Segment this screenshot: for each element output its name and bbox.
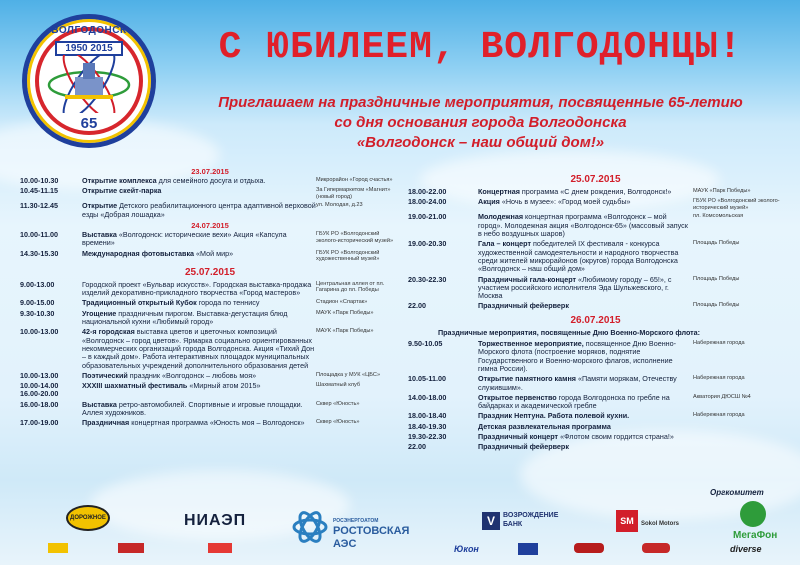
- schedule-row: [408, 443, 783, 451]
- event-time: 14.00-18.00: [408, 392, 447, 402]
- schedule-row: [408, 276, 783, 301]
- event-place: Центральная аллея от пл. Гагарина до пл. Победы: [316, 280, 385, 294]
- event-title: Выставка: [82, 230, 117, 240]
- aes-label: АЭС: [333, 538, 357, 550]
- schedule-date: 24.07.2015: [191, 221, 229, 231]
- yukon-label: Юкон: [454, 544, 479, 554]
- event-text: «Волгодонск: исторические вехи» Акция «Капсула времени»: [82, 230, 287, 248]
- event-place: ул. Молодая, д.23: [316, 202, 363, 209]
- megafon-label: МегаФон: [733, 530, 778, 541]
- event-place: пл. Комсомольская: [693, 213, 744, 220]
- event-description: [478, 412, 693, 420]
- event-place: ГБУК РО «Волгодонский художественный музей»: [316, 249, 380, 263]
- schedule-row: [20, 250, 400, 263]
- small-logo-1: [48, 543, 68, 553]
- small-logo-2: [118, 543, 144, 553]
- event-text: «Памяти морякам, Отечеству служившим».: [478, 374, 677, 392]
- event-title: Открытие памятного камня: [478, 374, 577, 384]
- event-place: Сквер «Юность»: [316, 400, 360, 407]
- event-place: Набережная города: [693, 412, 745, 419]
- event-time: 10.45-11.15: [20, 186, 58, 196]
- event-text: программа «С днем рождения, Волгодонск!»: [519, 187, 672, 196]
- small-logo-4: [518, 543, 538, 555]
- event-place: Сквер «Юность»: [316, 419, 360, 426]
- schedule-row: [20, 299, 400, 307]
- event-title: Праздничный фейерверк: [478, 442, 569, 452]
- event-text: праздник «Волгодонск – любовь моя»: [127, 370, 257, 380]
- schedule-row: [20, 281, 400, 298]
- event-place: Набережная города: [693, 375, 745, 382]
- event-title: Угощение: [82, 308, 117, 318]
- event-text: «Флотом своим гордится страна!»: [558, 432, 674, 442]
- event-place: ГБУК РО «Волгодонский эколого-исторический музей»: [693, 198, 780, 211]
- event-title: Праздничная: [82, 418, 130, 428]
- event-time: 19.00-20.30: [408, 239, 447, 249]
- event-text: «Любимому городу – 65!», с участием российского исполнителя Эда Шульжевского, г. Москва: [478, 274, 672, 301]
- emblem-atom-icon: [45, 55, 133, 113]
- event-text: выставка цветов и цветочных композиций «Волгодонск – город цветов». Ярмарка социально ориентированных некоммерческих организаций города Волгодонска. Акция «Тихий Дон – в каждый дом». Работа интерактивных площадок муниципальных образовательных учреждений дополнительного образования детей: [82, 327, 315, 370]
- event-title: Детская развлекательная программа: [478, 421, 611, 431]
- event-description: [82, 310, 316, 327]
- event-text: ретро-автомобилей. Спортивные и игровые площадки. Аллея художников.: [82, 399, 303, 418]
- event-text: «Ночь в музее»: «Город моей судьбы»: [499, 197, 631, 207]
- megafon-icon: [740, 501, 766, 527]
- event-description: [478, 394, 693, 411]
- event-time: 10.00-10.30: [20, 176, 59, 185]
- schedule-date: 26.07.2015: [570, 314, 621, 326]
- headline: С ЮБИЛЕЕМ, ВОЛГОДОНЦЫ!: [218, 26, 743, 69]
- event-time: 9.00-15.00: [20, 298, 55, 308]
- event-title: Поэтический: [82, 370, 128, 380]
- schedule-left: [20, 166, 400, 430]
- subtitle-line-2: со дня основания города Волгодонска: [334, 114, 627, 131]
- event-time: 20.30-22.30: [408, 274, 447, 284]
- vozrozhdenie-label: ВОЗРОЖДЕНИЕ: [503, 512, 559, 519]
- small-logo-6: [642, 543, 670, 553]
- schedule-row: [20, 187, 400, 200]
- event-time: 10.00-13.00: [20, 327, 59, 337]
- event-title: 42-я городская: [82, 327, 135, 337]
- event-time: 10.00-14.00 16.00-20.00: [20, 381, 59, 399]
- event-description: [478, 188, 693, 196]
- event-place: Площадь Победы: [693, 240, 740, 247]
- event-text: «Мирный атом 2015»: [187, 381, 261, 391]
- schedule-row: [408, 433, 783, 441]
- event-text: концертная программа «Юность моя – Волгодонск»: [129, 418, 305, 428]
- event-title: Праздничный фейерверк: [478, 301, 569, 311]
- event-place: Стадион «Спартак»: [316, 299, 368, 306]
- event-title: Торжественное мероприятие,: [478, 339, 584, 349]
- event-description: [82, 419, 316, 427]
- bank-label: БАНК: [503, 521, 523, 528]
- event-description: [82, 250, 316, 258]
- event-text: посвященное Дню Военно-Морского флота (построение моряков, поднятие Государственного и Военно-морского флагов, исполнение гимна России).: [478, 339, 677, 373]
- event-description: [82, 299, 316, 307]
- schedule-row: [408, 198, 783, 211]
- event-place: МАУК «Парк Победы»: [316, 328, 374, 335]
- schedule-row: [408, 188, 783, 196]
- event-description: [478, 213, 693, 238]
- event-place: Микрорайон «Город счастья»: [316, 177, 393, 183]
- event-description: [478, 433, 693, 441]
- event-place: Шахматный клуб: [316, 382, 361, 389]
- event-description: [82, 328, 316, 369]
- sokol-icon: SM: [616, 510, 638, 532]
- schedule-row: [20, 372, 400, 380]
- event-title: Открытое первенство: [478, 392, 557, 402]
- schedule-row: [20, 202, 400, 219]
- niiaep-logo: НИАЭП: [184, 512, 247, 529]
- event-time: 19.30-22.30: [408, 432, 447, 442]
- schedule-row: [408, 375, 783, 392]
- event-title: Открытие: [82, 201, 118, 211]
- event-description: [478, 375, 693, 392]
- schedule-right: [408, 170, 783, 454]
- schedule-row: [20, 382, 400, 399]
- event-text: Городской проект «Бульвар искусств». Городская выставка-продажа изделий декоративно-прикладного творчества «Город мастеров»: [82, 279, 312, 298]
- event-description: [82, 231, 316, 248]
- event-place: МАУК «Парк Победы»: [316, 309, 374, 316]
- event-text: Детского реабилитационного центра адаптивной верховой езды «Добрая лошадка»: [82, 201, 316, 219]
- event-title: Молодежная: [478, 212, 524, 222]
- event-description: [478, 443, 693, 451]
- event-description: [478, 302, 693, 310]
- schedule-row: [408, 423, 783, 431]
- event-text: победителей IX фестиваля - конкурса художественной самодеятельности и народного творчества среди жителей микрорайонов (округов) города Волгодонска «Волгодонск – наш общий дом»: [478, 239, 679, 274]
- event-text: города по теннису: [196, 298, 260, 308]
- schedule-note: Праздничные мероприятия, посвященные Дню Военно-Морского флота:: [438, 327, 701, 337]
- event-place: Площадь Победы: [693, 275, 740, 282]
- event-description: [82, 281, 316, 298]
- event-place: ГБУК РО «Волгодонский эколого-исторический музей»: [316, 231, 394, 244]
- event-description: [82, 372, 316, 380]
- event-text: для семейного досуга и отдыха.: [156, 176, 266, 185]
- event-title: Акция: [478, 197, 500, 207]
- event-text: города Волгодонска по гребле на байдарках и академической гребле: [478, 392, 670, 411]
- event-time: 22.00: [408, 442, 426, 452]
- event-description: [478, 276, 693, 301]
- schedule-date: 25.07.2015: [184, 266, 236, 278]
- schedule-row: [408, 213, 783, 238]
- schedule-row: [20, 177, 400, 185]
- event-title: Концертная: [478, 187, 520, 196]
- schedule-date: 23.07.2015: [191, 167, 229, 176]
- schedule-row: [408, 302, 783, 310]
- event-title: Праздничный гала-концерт: [478, 274, 577, 284]
- event-place: Набережная города: [693, 340, 745, 347]
- event-time: 9.50-10.05: [408, 339, 443, 349]
- event-description: [478, 423, 693, 431]
- emblem-years: 1950 2015: [55, 41, 123, 56]
- event-time: 10.00-13.00: [20, 370, 59, 380]
- event-place: МАУК «Парк Победы»: [693, 188, 751, 194]
- event-description: [82, 401, 316, 418]
- event-title: XXXIII шахматный фестиваль: [82, 381, 188, 391]
- event-text: «Мой мир»: [194, 248, 234, 258]
- schedule-row: [20, 401, 400, 418]
- event-time: 19.00-21.00: [408, 212, 447, 222]
- event-title: Праздничный концерт: [478, 432, 559, 442]
- event-description: [82, 382, 316, 390]
- event-title: Открытие скейт-парка: [82, 186, 162, 196]
- event-description: [82, 202, 316, 219]
- schedule-row: [408, 240, 783, 273]
- event-time: 22.00: [408, 301, 426, 311]
- event-time: 11.30-12.45: [20, 201, 58, 211]
- subtitle-line-1: Приглашаем на праздничные мероприятия, посвященные 65-летию: [218, 94, 743, 111]
- event-description: [478, 198, 693, 206]
- event-title: Гала – концерт: [478, 239, 531, 249]
- event-place: Площадка у МУК «ЦБС»: [316, 371, 381, 378]
- city-emblem: [22, 14, 156, 148]
- event-time: 9.30-10.30: [20, 308, 55, 318]
- sokol-label: Sokol Motors: [641, 521, 680, 527]
- event-time: 18.00-24.00: [408, 197, 447, 207]
- event-time: 10.05-11.00: [408, 374, 446, 384]
- event-time: 14.30-15.30: [20, 248, 59, 258]
- event-title: Выставка: [82, 399, 117, 409]
- event-time: 18.00-18.40: [408, 411, 447, 421]
- doroznoe-logo: ДОРОЖНОЕ: [66, 505, 110, 531]
- rosenergoatom-label: РОСЭНЕРГОАТОМ: [333, 518, 379, 524]
- vozrozhdenie-icon: V: [482, 512, 500, 530]
- schedule-date: 25.07.2015: [570, 174, 621, 185]
- diverse-label: diverse: [730, 544, 762, 554]
- schedule-row: [408, 412, 783, 420]
- schedule-row: [20, 310, 400, 327]
- event-title: Международная фотовыставка: [82, 248, 195, 258]
- event-description: [82, 177, 316, 185]
- schedule-row: [20, 231, 400, 248]
- event-time: 16.00-18.00: [20, 399, 59, 409]
- event-time: 17.00-19.00: [20, 418, 59, 428]
- emblem-number: 65: [80, 115, 98, 132]
- event-description: [82, 187, 316, 195]
- event-time: 10.00-11.00: [20, 230, 58, 240]
- event-title: Открытие комплекса: [82, 176, 157, 185]
- event-time: 18.00-22.00: [408, 187, 447, 196]
- schedule-row: [408, 394, 783, 411]
- rosatom-atom-icon: [290, 504, 330, 550]
- event-text: праздничным пирогом. Выставка-дегустация блюд национальной кухни «Любимый город»: [82, 308, 288, 327]
- organizer-label: Оргкомитет: [710, 488, 764, 497]
- emblem-city: ВОЛГОДОНСК: [51, 25, 127, 36]
- event-text: концертная программа «Волгодонск – мой город». Молодежная акция «Волгодонск-65» (массовый запуск в небо воздушных шаров): [478, 212, 688, 239]
- subtitle-line-3: «Волгодонск – наш общий дом!»: [356, 134, 605, 151]
- schedule-row: [20, 419, 400, 427]
- event-time: 18.40-19.30: [408, 421, 447, 431]
- rostovskaya-label: РОСТОВСКАЯ: [333, 525, 410, 537]
- event-place: За Гипермаркетом «Магнит» (новый город): [316, 187, 391, 200]
- event-title: Традиционный открытый Кубок: [82, 298, 197, 308]
- schedule-row: [408, 340, 783, 373]
- event-description: [478, 240, 693, 273]
- small-logo-5: [574, 543, 604, 553]
- small-logo-3: [208, 543, 232, 553]
- event-place: Акватория ДЮСШ №4: [693, 393, 751, 400]
- schedule-row: [20, 328, 400, 369]
- event-description: [478, 340, 693, 373]
- event-time: 9.00-13.00: [20, 279, 55, 289]
- event-title: Праздник Нептуна. Работа полевой кухни.: [478, 411, 630, 421]
- event-place: Площадь Победы: [693, 302, 740, 309]
